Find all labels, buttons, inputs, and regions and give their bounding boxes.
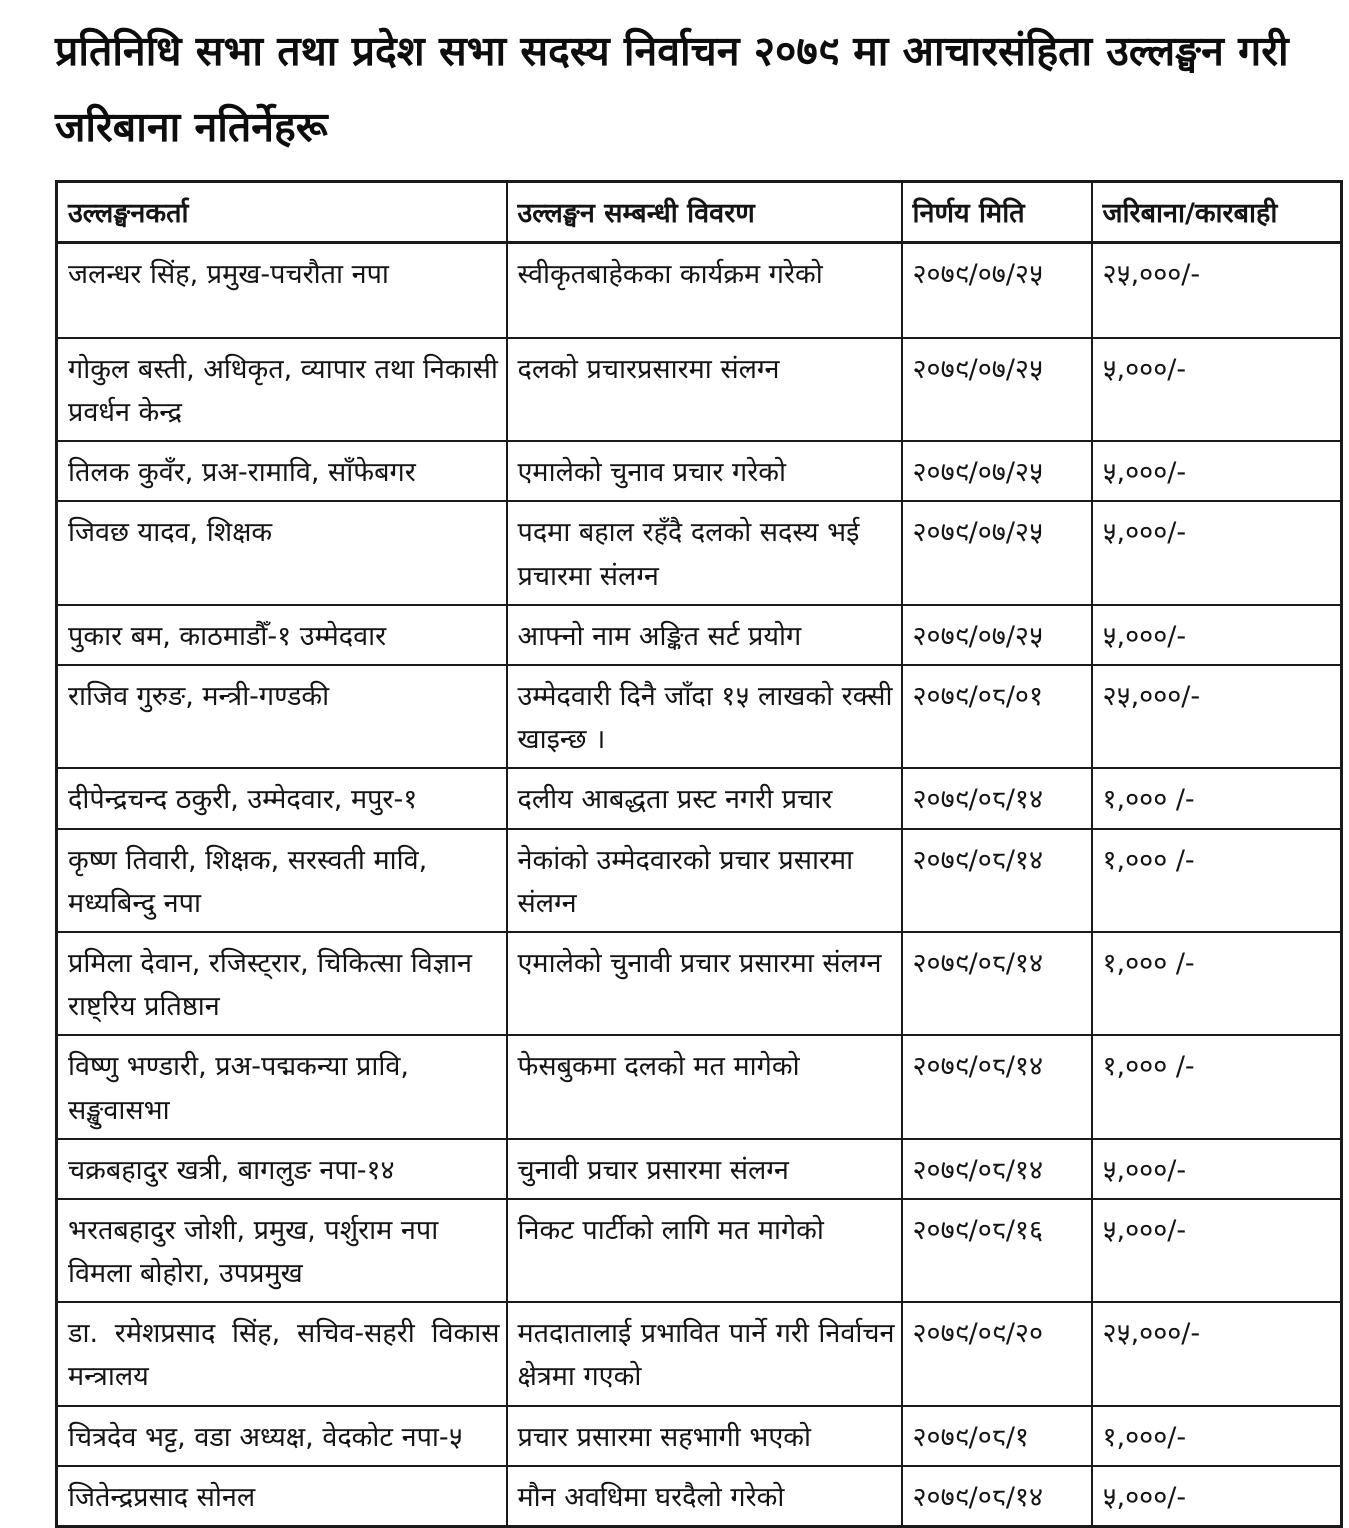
table-row [57,1139,1342,1199]
violator-cell: चक्रबहादुर खत्री, बागलुङ नपा-१४ [57,1139,507,1199]
description-cell: फेसबुकमा दलको मत मागेको [507,1035,902,1138]
violator-cell: जलन्धर सिंह, प्रमुख-पचरौता नपा [57,242,507,338]
violator-cell: प्रमिला देवान, रजिस्ट्रार, चिकित्सा विज्ञान राष्ट्रिय प्रतिष्ठान [57,932,507,1035]
description-cell: स्वीकृतबाहेकका कार्यक्रम गरेको [507,242,902,338]
violator-cell: तिलक कुवँर, प्रअ-रामावि, साँफेबगर [57,441,507,501]
decision-date-cell: २०७९/०९/२० [902,1302,1092,1405]
decision-date-cell: २०७९/०७/२५ [902,605,1092,665]
table-row [57,338,1342,441]
violator-cell: चित्रदेव भट्ट, वडा अध्यक्ष, वेदकोट नपा-५ [57,1406,507,1466]
fine-cell: ५,०००/- [1092,338,1342,441]
violations-table [55,180,1343,1528]
col-header-decision-date: निर्णय मिति [902,181,1092,242]
description-cell: आफ्नो नाम अङ्कित सर्ट प्रयोग [507,605,902,665]
description-cell: दलीय आबद्धता प्रस्ट नगरी प्रचार [507,768,902,828]
description-cell: निकट पार्टीको लागि मत मागेको [507,1199,902,1302]
table-row [57,1406,1342,1466]
table-row [57,768,1342,828]
fine-cell: १,००० /- [1092,829,1342,932]
table-row [57,1035,1342,1138]
fine-cell: ५,०००/- [1092,1199,1342,1302]
col-header-violator: उल्लङ्घनकर्ता [57,181,507,242]
description-cell: मौन अवधिमा घरदैलो गरेको [507,1466,902,1527]
decision-date-cell: २०७९/०७/२५ [902,242,1092,338]
description-cell: दलको प्रचारप्रसारमा संलग्न [507,338,902,441]
table-row [57,242,1342,338]
page-title: प्रतिनिधि सभा तथा प्रदेश सभा सदस्य निर्वाचन २०७९ मा आचारसंहिता उल्लङ्घन गरी जरिबाना नतिर्नेहरू [55,27,1289,151]
decision-date-cell: २०७९/०८/१४ [902,1139,1092,1199]
description-cell: प्रचार प्रसारमा सहभागी भएको [507,1406,902,1466]
fine-cell: ५,०००/- [1092,501,1342,604]
description-cell: नेकांको उम्मेदवारको प्रचार प्रसारमा संलग्न [507,829,902,932]
violator-cell: गोकुल बस्ती, अधिकृत, व्यापार तथा निकासी प्रवर्धन केन्द्र [57,338,507,441]
table-row [57,501,1342,604]
description-cell: मतदातालाई प्रभावित पार्ने गरी निर्वाचन क्षेत्रमा गएको [507,1302,902,1405]
fine-cell: ५,०००/- [1092,605,1342,665]
decision-date-cell: २०७९/०८/०१ [902,665,1092,768]
fine-cell: १,०००/- [1092,1406,1342,1466]
violator-cell: जितेन्द्रप्रसाद सोनल [57,1466,507,1527]
violator-cell: विष्णु भण्डारी, प्रअ-पद्मकन्या प्रावि, सङ्खुवासभा [57,1035,507,1138]
fine-cell: ५,०००/- [1092,441,1342,501]
table-row [57,1199,1342,1302]
decision-date-cell: २०७९/०८/१४ [902,932,1092,1035]
violator-cell: डा. रमेशप्रसाद सिंह, सचिव-सहरी विकास मन्त्रालय [57,1302,507,1405]
description-cell: चुनावी प्रचार प्रसारमा संलग्न [507,1139,902,1199]
fine-cell: २५,०००/- [1092,665,1342,768]
decision-date-cell: २०७९/०७/२५ [902,501,1092,604]
violator-cell: कृष्ण तिवारी, शिक्षक, सरस्वती मावि, मध्यबिन्दु नपा [57,829,507,932]
decision-date-cell: २०७९/०८/१ [902,1406,1092,1466]
decision-date-cell: २०७९/०७/२५ [902,338,1092,441]
violator-cell: भरतबहादुर जोशी, प्रमुख, पर्शुराम नपा विमला बोहोरा, उपप्रमुख [57,1199,507,1302]
table-row [57,441,1342,501]
violator-cell: दीपेन्द्रचन्द ठकुरी, उम्मेदवार, मपुर-१ [57,768,507,828]
decision-date-cell: २०७९/०८/१६ [902,1199,1092,1302]
table-row [57,932,1342,1035]
col-header-fine: जरिबाना/कारबाही [1092,181,1342,242]
table-row [57,829,1342,932]
fine-cell: ५,०००/- [1092,1139,1342,1199]
violator-cell: राजिव गुरुङ, मन्त्री-गण्डकी [57,665,507,768]
fine-cell: १,००० /- [1092,932,1342,1035]
col-header-description: उल्लङ्घन सम्बन्धी विवरण [507,181,902,242]
fine-cell: १,००० /- [1092,1035,1342,1138]
table-row [57,1302,1342,1405]
violator-cell: जिवछ यादव, शिक्षक [57,501,507,604]
decision-date-cell: २०७९/०८/१४ [902,1035,1092,1138]
violator-cell: पुकार बम, काठमाडौँ-१ उम्मेदवार [57,605,507,665]
fine-cell: २५,०००/- [1092,1302,1342,1405]
table-row [57,1466,1342,1527]
table-row [57,605,1342,665]
table-body [57,242,1342,1526]
decision-date-cell: २०७९/०७/२५ [902,441,1092,501]
description-cell: एमालेको चुनाव प्रचार गरेको [507,441,902,501]
table-header-row [57,181,1342,242]
fine-cell: १,००० /- [1092,768,1342,828]
fine-cell: ५,०००/- [1092,1466,1342,1527]
decision-date-cell: २०७९/०८/१४ [902,829,1092,932]
decision-date-cell: २०७९/०८/१४ [902,1466,1092,1527]
fine-cell: २५,०००/- [1092,242,1342,338]
description-cell: एमालेको चुनावी प्रचार प्रसारमा संलग्न [507,932,902,1035]
description-cell: पदमा बहाल रहँदै दलको सदस्य भई प्रचारमा संलग्न [507,501,902,604]
description-cell: उम्मेदवारी दिनै जाँदा १५ लाखको रक्सी खाइन्छ । [507,665,902,768]
decision-date-cell: २०७९/०८/१४ [902,768,1092,828]
table-row [57,665,1342,768]
